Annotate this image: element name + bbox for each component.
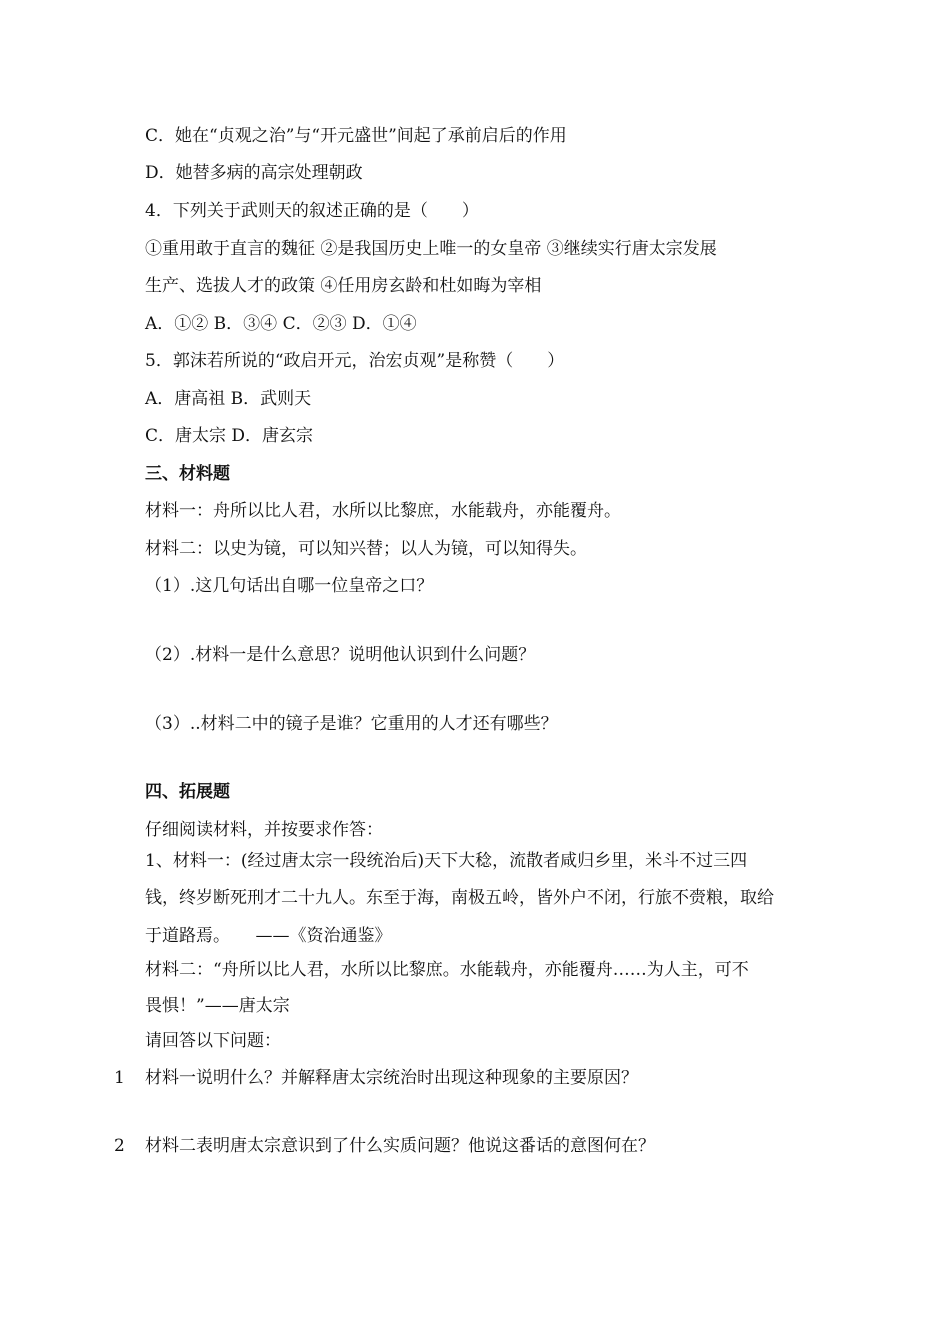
section4-q2-number: 2	[114, 1136, 125, 1156]
section3-material1: 材料一：舟所以比人君，水所以比黎庶，水能载舟，亦能覆舟。	[145, 501, 621, 521]
q5-options-line1: A．唐高祖 B．武则天	[145, 389, 312, 409]
section4-q1-number: 1	[114, 1068, 125, 1088]
q4-items-line2: 生产、选拔人才的政策 ④任用房玄龄和杜如晦为宰相	[145, 276, 542, 296]
section3-q1: （1）.这几句话出自哪一位皇帝之口？	[145, 576, 434, 596]
section4-q2-text: 材料二表明唐太宗意识到了什么实质问题？他说这番话的意图何在？	[145, 1136, 655, 1156]
q5-options-line2: C．唐太宗 D．唐玄宗	[145, 426, 314, 446]
q5-stem: 5．郭沫若所说的“政启开元，治宏贞观”是称赞（ ）	[145, 351, 565, 371]
section4-material2-line1: 材料二：“舟所以比人君，水所以比黎庶。水能载舟，亦能覆舟……为人主，可不	[145, 960, 749, 980]
q4-stem: 4．下列关于武则天的叙述正确的是（ ）	[145, 201, 479, 221]
section4-heading: 四、拓展题	[145, 782, 230, 802]
q3-option-c: C．她在“贞观之治”与“开元盛世”间起了承前启后的作用	[145, 126, 567, 146]
section4-material1-line2: 钱，终岁断死刑才二十九人。东至于海，南极五岭，皆外户不闭，行旅不赍粮，取给	[145, 888, 774, 908]
section4-prompt: 请回答以下问题：	[145, 1031, 281, 1051]
q3-option-d: D．她替多病的高宗处理朝政	[145, 163, 363, 183]
section4-material1-line1: 1、材料一：(经过唐太宗一段统治后)天下大稔，流散者咸归乡里，米斗不过三四	[145, 851, 748, 871]
q4-options: A．①② B．③④ C．②③ D．①④	[145, 314, 417, 334]
section4-q1-text: 材料一说明什么？并解释唐太宗统治时出现这种现象的主要原因？	[145, 1068, 638, 1088]
q4-items-line1: ①重用敢于直言的魏征 ②是我国历史上唯一的女皇帝 ③继续实行唐太宗发展	[145, 239, 717, 259]
section4-material2-line2: 畏惧！”——唐太宗	[145, 996, 290, 1016]
section3-q2: （2）.材料一是什么意思？说明他认识到什么问题？	[145, 645, 536, 665]
section3-q3: （3）..材料二中的镜子是谁？它重用的人才还有哪些？	[145, 714, 558, 734]
section4-instruction: 仔细阅读材料，并按要求作答：	[145, 820, 383, 840]
section4-material1-line3: 于道路焉。 ——《资治通鉴》	[145, 926, 392, 946]
section3-heading: 三、材料题	[145, 464, 230, 484]
section3-material2: 材料二：以史为镜，可以知兴替；以人为镜，可以知得失。	[145, 539, 587, 559]
